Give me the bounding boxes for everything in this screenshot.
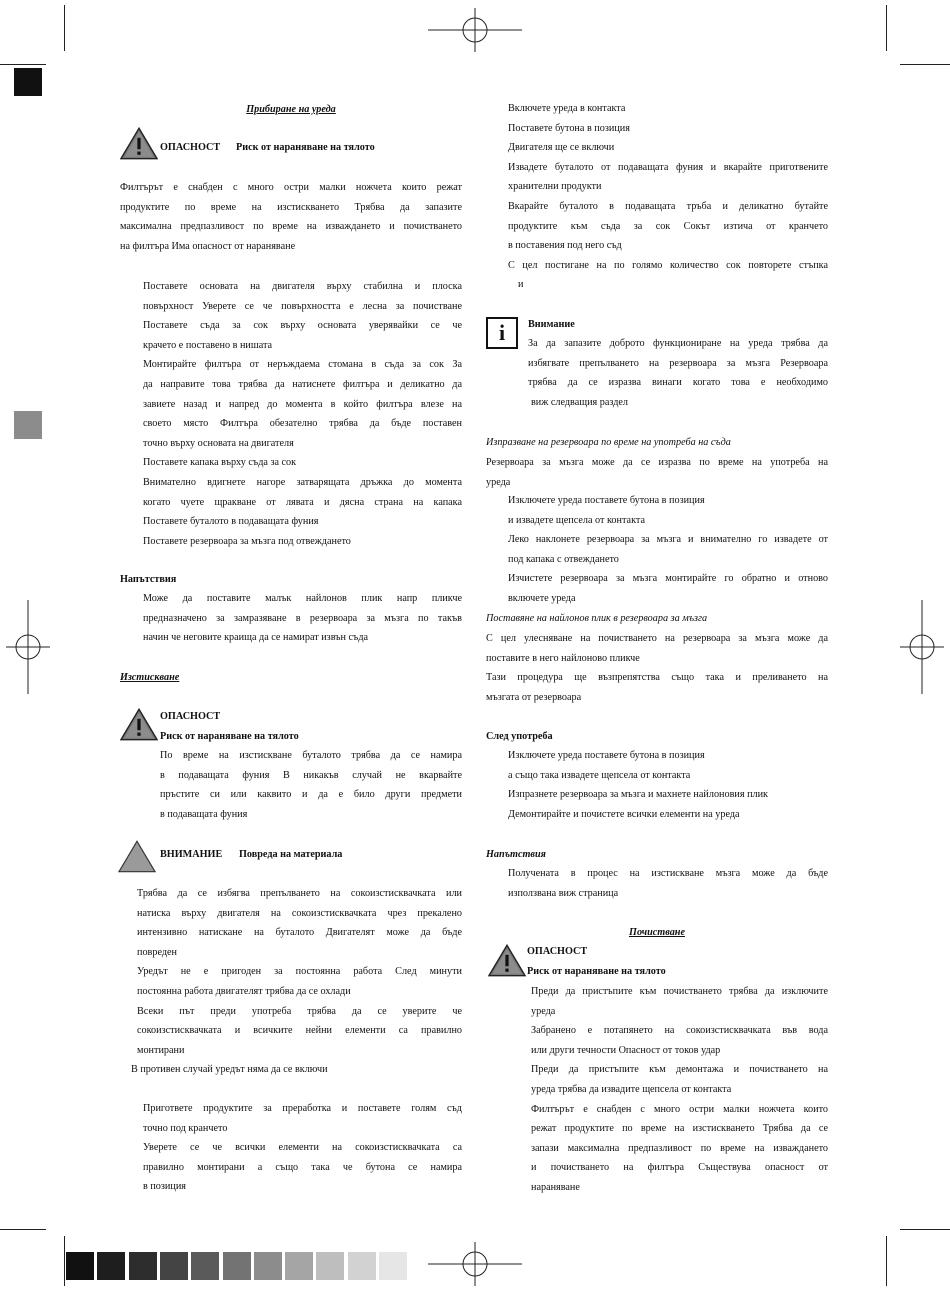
paragraph-line: уреда xyxy=(486,476,511,488)
gray-registration-square xyxy=(14,411,42,439)
step-line: Леко наклонете резервоара за мъзга и внимателно го извадете от xyxy=(508,534,828,546)
registration-mark-left xyxy=(6,600,50,694)
paragraph-line: Преди да пристъпите към почистването трябва да изключите xyxy=(531,986,828,997)
step-line: Поставете резервоара за мъзга под отвеждането xyxy=(143,535,351,547)
crop-mark xyxy=(886,5,887,51)
step-line: повърхност Уверете се че повърхността е лесна за почистване xyxy=(143,300,462,312)
danger-sublabel: Риск от нараняване на тялото xyxy=(527,966,666,977)
step-line: когато чуете щракване от лявата и дясна страна на капака xyxy=(143,496,462,508)
step-line: хранителни продукти xyxy=(508,181,602,193)
crop-mark xyxy=(886,1236,887,1286)
step-line: под капака с отвеждането xyxy=(508,553,619,565)
danger-sublabel: Риск от нараняване на тялото xyxy=(160,731,299,742)
paragraph-line: монтирани xyxy=(137,1044,185,1056)
step-line: Поставете капака върху съда за сок xyxy=(143,457,297,469)
after-use-title: След употреба xyxy=(486,731,553,742)
section-heading: Поставяне на найлонов плик в резервоара за мъзга xyxy=(486,613,708,624)
paragraph-line: Уредът не е пригоден за постоянна работа След минути xyxy=(137,966,462,978)
step-line: Извадете буталото от подаващата фуния и вкарайте приготвените xyxy=(508,161,828,173)
crop-mark xyxy=(0,64,46,65)
paragraph-line: натиска върху двигателя на сокоизстисквачката чрез прекалено xyxy=(137,907,462,919)
paragraph-line: запази максимална предпазливост по време на изваждането xyxy=(531,1142,828,1154)
caution-triangle-icon xyxy=(118,840,156,873)
color-swatch xyxy=(66,1252,94,1280)
step-line: Изключете уреда поставете бутона в позиция xyxy=(508,495,705,506)
step-line: да направите това трябва да натиснете филтъра и деликатно да xyxy=(143,379,462,390)
step-line: С цел постигане на по голямо количество сок повторете стъпка xyxy=(508,259,828,271)
tip-line: начин че неговите краища да се намират извън съда xyxy=(143,632,369,644)
paragraph-line: максимална предпазливост по време на изваждането и почистването xyxy=(120,221,462,233)
step-line: Включете уреда в контакта xyxy=(508,103,626,114)
crop-mark xyxy=(900,64,950,65)
step-line: продуктите към съда за сок Сокът изтича от кранчето xyxy=(508,220,828,232)
tip-line: Получената в процес на изстискване мъзга може да бъде xyxy=(508,868,828,879)
note-line: За да запазите доброто функциониране на уреда трябва да xyxy=(528,338,828,349)
crop-mark xyxy=(64,5,65,51)
section-heading: Почистване xyxy=(629,927,685,938)
step-line: Поставете бутона в позиция xyxy=(508,122,630,134)
step-line: а също така извадете щепсела от контакта xyxy=(508,769,691,781)
crop-mark xyxy=(64,1236,65,1286)
step-line: Пригответе продуктите за преработка и поставете голям съд xyxy=(143,1103,462,1114)
paragraph-line: Тази процедура ще възпрепятства също така и преливането на xyxy=(486,672,828,684)
warning-sublabel: Повреда на материала xyxy=(239,849,343,860)
paragraph-line: в подаващата фуния xyxy=(160,808,248,820)
tips-title: Напътствия xyxy=(120,574,177,585)
color-swatch xyxy=(348,1252,376,1280)
paragraph-line: сокоизстисквачката и всичките нейни елементи са правилно xyxy=(137,1025,462,1037)
paragraph-line: В противен случай уредът няма да се включи xyxy=(131,1064,328,1075)
tip-line: предназначено за замразяване в резервоара за мъзга по такъв xyxy=(143,612,462,624)
danger-label: ОПАСНОСТ xyxy=(160,142,221,153)
step-line: Поставете съда за сок върху основата уверявайки се че xyxy=(143,320,462,332)
section-heading: Изпразване на резервоара по време на употреба на съда xyxy=(486,437,731,448)
paragraph-line: уреда трябва да извадите щепсела от контакта xyxy=(531,1084,732,1095)
paragraph-line: на филтъра Има опасност от нараняване xyxy=(120,240,296,252)
registration-mark-top xyxy=(428,8,522,52)
paragraph-line: Всеки път преди употреба трябва да се уверите че xyxy=(137,1005,462,1017)
step-line: в позиция xyxy=(143,1181,186,1193)
step-line: Изпразнете резервоара за мъзга и махнете найлоновия плик xyxy=(508,789,769,801)
step-line: и xyxy=(518,279,524,291)
paragraph-line: Преди да пристъпите към демонтажа и почистването на xyxy=(531,1064,828,1076)
paragraph-line: интензивно натискане на буталото Двигателят може да бъде xyxy=(137,927,462,939)
step-line: правилно монтирани а също така че бутона се намира xyxy=(143,1161,462,1173)
note-line: трябва да се изразва винаги когато това е необходимо xyxy=(528,377,828,389)
color-swatch xyxy=(160,1252,188,1280)
registration-mark-right xyxy=(900,600,944,694)
tip-line: използвана виж страница xyxy=(508,887,619,899)
step-line: Изключете уреда поставете бутона в позиция xyxy=(508,750,705,761)
section-heading: Прибиране на уреда xyxy=(246,104,336,115)
paragraph-line: Филтърът е снабден с много остри малки ножчета които xyxy=(531,1103,828,1115)
step-line: Вкарайте буталото в подаващата тръба и деликатно бутайте xyxy=(508,201,828,212)
paragraph-line: в подаващата фуния В никакъв случай не вкарвайте xyxy=(160,769,462,781)
warning-triangle-icon xyxy=(488,944,526,977)
paragraph-line: продуктите по време на изстискването Трябва да запазите xyxy=(120,201,462,213)
step-line: включете уреда xyxy=(508,593,576,604)
step-line: точно под кранчето xyxy=(143,1122,228,1134)
step-line: Изчистете резервоара за мъзга монтирайте го обратно и отново xyxy=(508,573,828,585)
step-line: завиете назад и напред до момента в който филтъра влезе на xyxy=(143,398,462,410)
paragraph-line: и почистването на филтъра Съществува опасност от xyxy=(531,1162,828,1174)
color-swatch xyxy=(223,1252,251,1280)
paragraph-line: повреден xyxy=(137,946,177,958)
tip-line: Може да поставите малък найлонов плик напр пликче xyxy=(143,593,462,604)
color-swatch xyxy=(316,1252,344,1280)
color-swatch xyxy=(129,1252,157,1280)
paragraph-line: Забранено е потапянето на сокоизстисквачката във вода xyxy=(531,1025,828,1037)
color-swatch xyxy=(379,1252,407,1280)
note-title: Внимание xyxy=(528,319,575,330)
paragraph-line: уреда xyxy=(531,1005,556,1017)
step-line: крачето е поставено в нишата xyxy=(143,339,273,351)
warning-label: ВНИМАНИЕ xyxy=(160,849,223,860)
step-line: Поставете буталото в подаващата фуния xyxy=(143,516,319,528)
paragraph-line: мъзгата от резервоара xyxy=(486,691,582,703)
paragraph-line: Филтърът е снабден с много остри малки ножчета които режат xyxy=(120,182,462,193)
danger-sublabel: Риск от нараняване на тялото xyxy=(236,142,375,153)
paragraph-line: С цел улесняване на почистването на резервоара за мъзга може да xyxy=(486,633,828,644)
step-line: своето място Филтъра обезателно трябва да бъде поставен xyxy=(143,418,462,430)
step-line: Уверете се че всички елементи на сокоизстисквачката са xyxy=(143,1142,462,1154)
color-swatch xyxy=(191,1252,219,1280)
step-line: Демонтирайте и почистете всички елементи на уреда xyxy=(508,808,740,820)
paragraph-line: поставите в него найлоново пликче xyxy=(486,652,640,664)
step-line: Внимателно вдигнете нагоре затварящата дръжка до момента xyxy=(143,477,462,488)
paragraph-line: нараняване xyxy=(531,1182,580,1193)
danger-label: ОПАСНОСТ xyxy=(160,711,221,722)
info-icon-glyph: i xyxy=(498,320,506,345)
color-swatch xyxy=(97,1252,125,1280)
step-line: и извадете щепсела от контакта xyxy=(508,514,645,526)
paragraph-line: Трябва да се избягва препълването на сокоизстисквачката или xyxy=(137,888,462,899)
paragraph-line: постоянна работа двигателят трябва да се охлади xyxy=(137,986,351,997)
warning-triangle-icon xyxy=(120,708,158,741)
step-line: Двигателя ще се включи xyxy=(508,142,615,154)
color-swatch xyxy=(254,1252,282,1280)
paragraph-line: Резервоара за мъзга може да се изразва по време на употреба на xyxy=(486,457,828,468)
danger-label: ОПАСНОСТ xyxy=(527,946,588,957)
paragraph-line: По време на изстискване буталото трябва да се намира xyxy=(160,750,462,761)
step-line: Монтирайте филтъра от неръждаема стомана в съда за сок За xyxy=(143,359,462,371)
warning-triangle-icon xyxy=(120,127,158,160)
note-line: виж следващия раздел xyxy=(531,396,628,408)
paragraph-line: или други течности Опасност от токов удар xyxy=(531,1044,721,1056)
paragraph-line: пръстите си или каквито и да е било други предмети xyxy=(160,789,462,801)
registration-mark-bottom xyxy=(428,1242,522,1286)
note-line: избягвате препълването на резервоара за мъзга Резервоара xyxy=(528,357,828,369)
step-line: в поставения под него съд xyxy=(508,240,622,252)
step-line: Поставете основата на двигателя върху стабилна и плоска xyxy=(143,281,462,292)
color-swatch xyxy=(285,1252,313,1280)
section-heading: Изстискване xyxy=(120,672,180,683)
crop-mark xyxy=(900,1229,950,1230)
paragraph-line: режат продуктите по време на изстискването Трябва да се xyxy=(531,1123,828,1135)
step-line: точно върху основата на двигателя xyxy=(143,437,294,449)
tips-title: Напътствия xyxy=(486,849,546,860)
black-registration-square xyxy=(14,68,42,96)
crop-mark xyxy=(0,1229,46,1230)
